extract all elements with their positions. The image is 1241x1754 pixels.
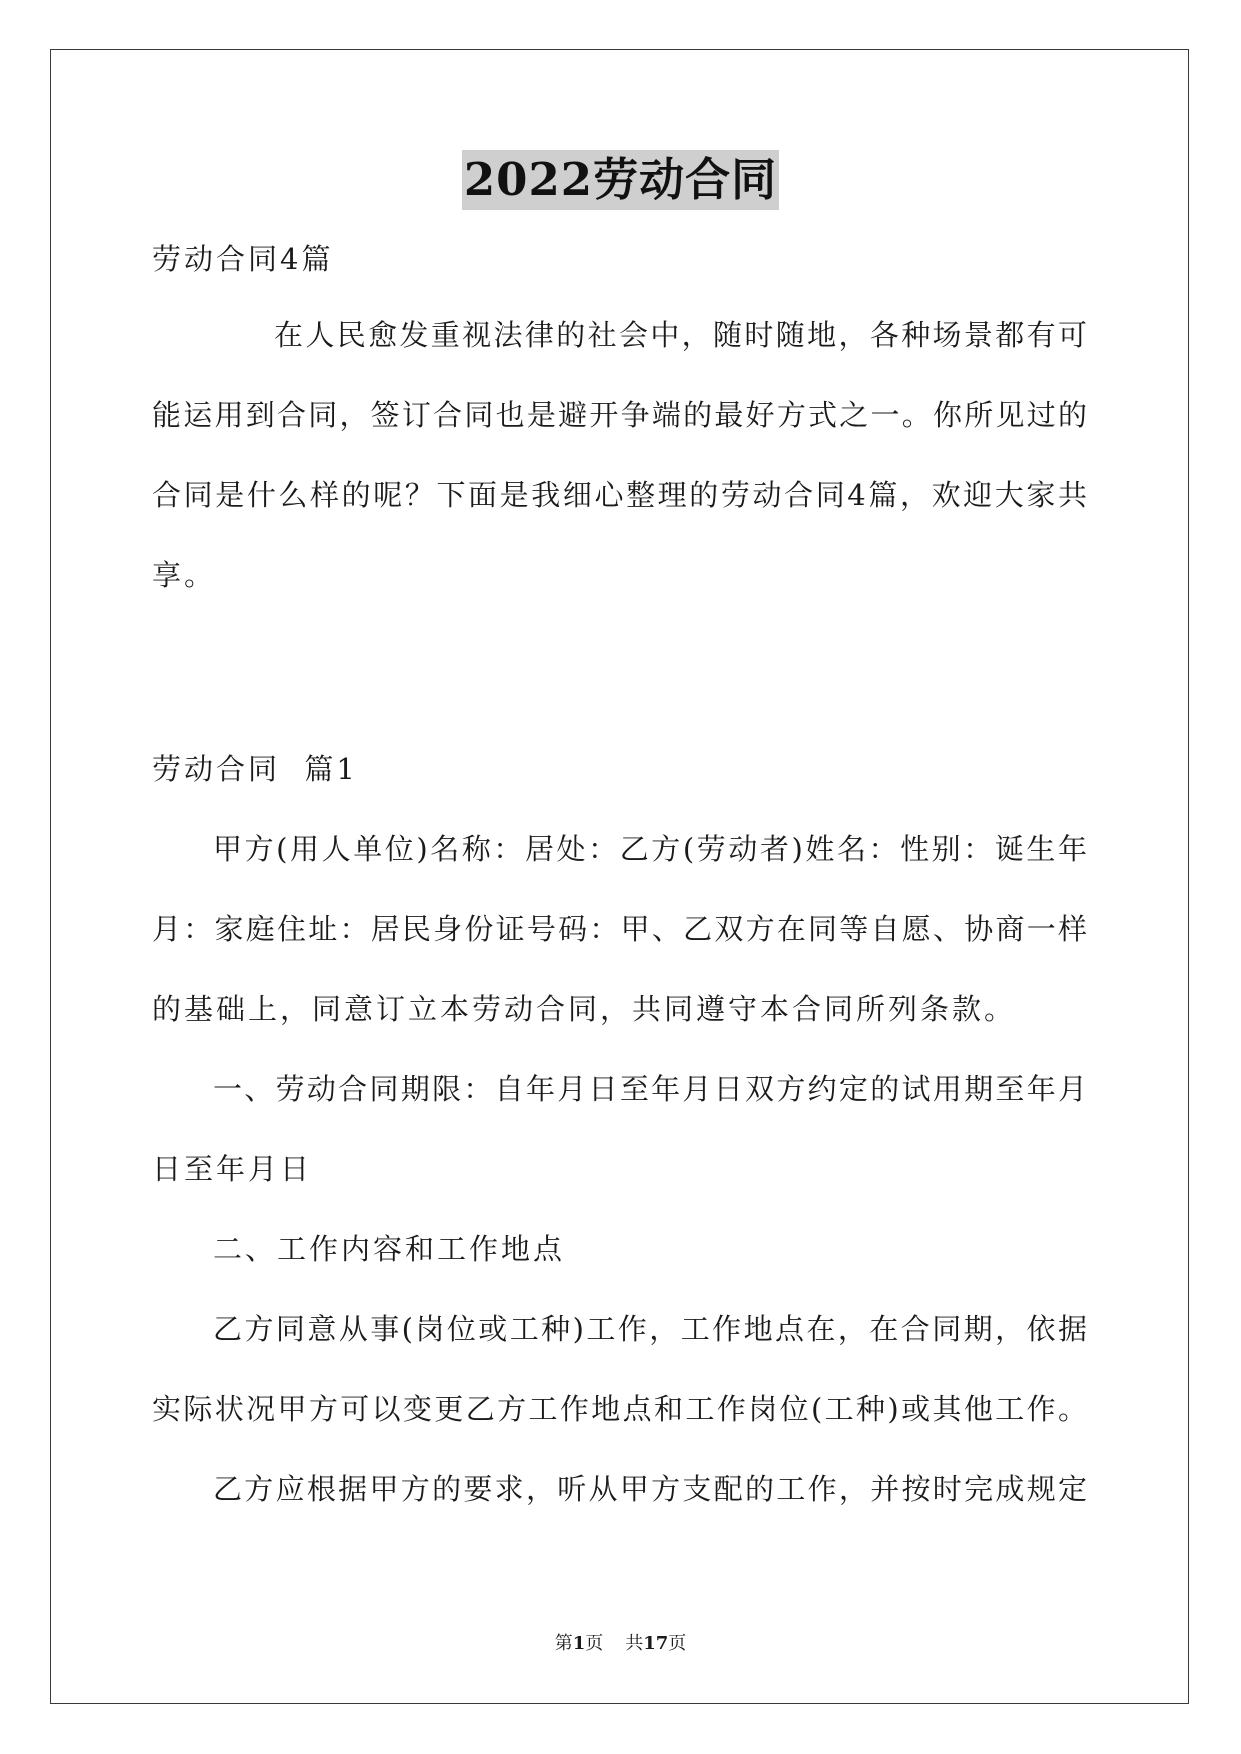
footer-total-prefix: 共 [625,1633,644,1654]
body-line-8: 实际状况甲方可以变更乙方工作地点和工作岗位(工种)或其他工作。 [152,1392,1087,1426]
body-line-5: 日至年月日 [152,1152,313,1186]
document-title: 2022劳动合同 [462,150,779,210]
footer-total-suffix: 页 [668,1633,687,1654]
body-line-3: 的基础上，同意订立本劳动合同，共同遵守本合同所列条款。 [152,992,1017,1026]
body-line-2: 月：家庭住址：居民身份证号码：甲、乙双方在同等自愿、协商一样 [152,912,1087,946]
body-line-6: 二、工作内容和工作地点 [213,1232,566,1266]
body-line-4: 一、劳动合同期限：自年月日至年月日双方约定的试用期至年月 [213,1072,1087,1106]
intro-line-2: 能运用到合同，签订合同也是避开争端的最好方式之一。你所见过的 [152,398,1087,432]
body-line-9: 乙方应根据甲方的要求，听从甲方支配的工作，并按时完成规定 [213,1472,1087,1506]
footer-total-pages: 17 [643,1633,669,1654]
page-footer [0,1632,1241,1656]
intro-line-4: 享。 [152,558,217,592]
body-line-1: 甲方(用人单位)名称：居处：乙方(劳动者)姓名：性别：诞生年 [213,832,1087,866]
section-heading: 劳动合同 篇1 [152,752,358,786]
footer-page-suffix: 页 [585,1633,604,1654]
page-border [50,49,1189,1704]
title-container [0,150,1241,210]
footer-page-prefix: 第 [554,1633,573,1654]
document-subtitle: 劳动合同4篇 [152,242,334,276]
footer-page-number: 1 [572,1633,586,1654]
intro-line-3: 合同是什么样的呢？下面是我细心整理的劳动合同4篇，欢迎大家共 [152,478,1087,512]
body-line-7: 乙方同意从事(岗位或工种)工作，工作地点在，在合同期，依据 [213,1312,1087,1346]
intro-line-1: 在人民愈发重视法律的社会中，随时随地，各种场景都有可 [274,318,1087,352]
